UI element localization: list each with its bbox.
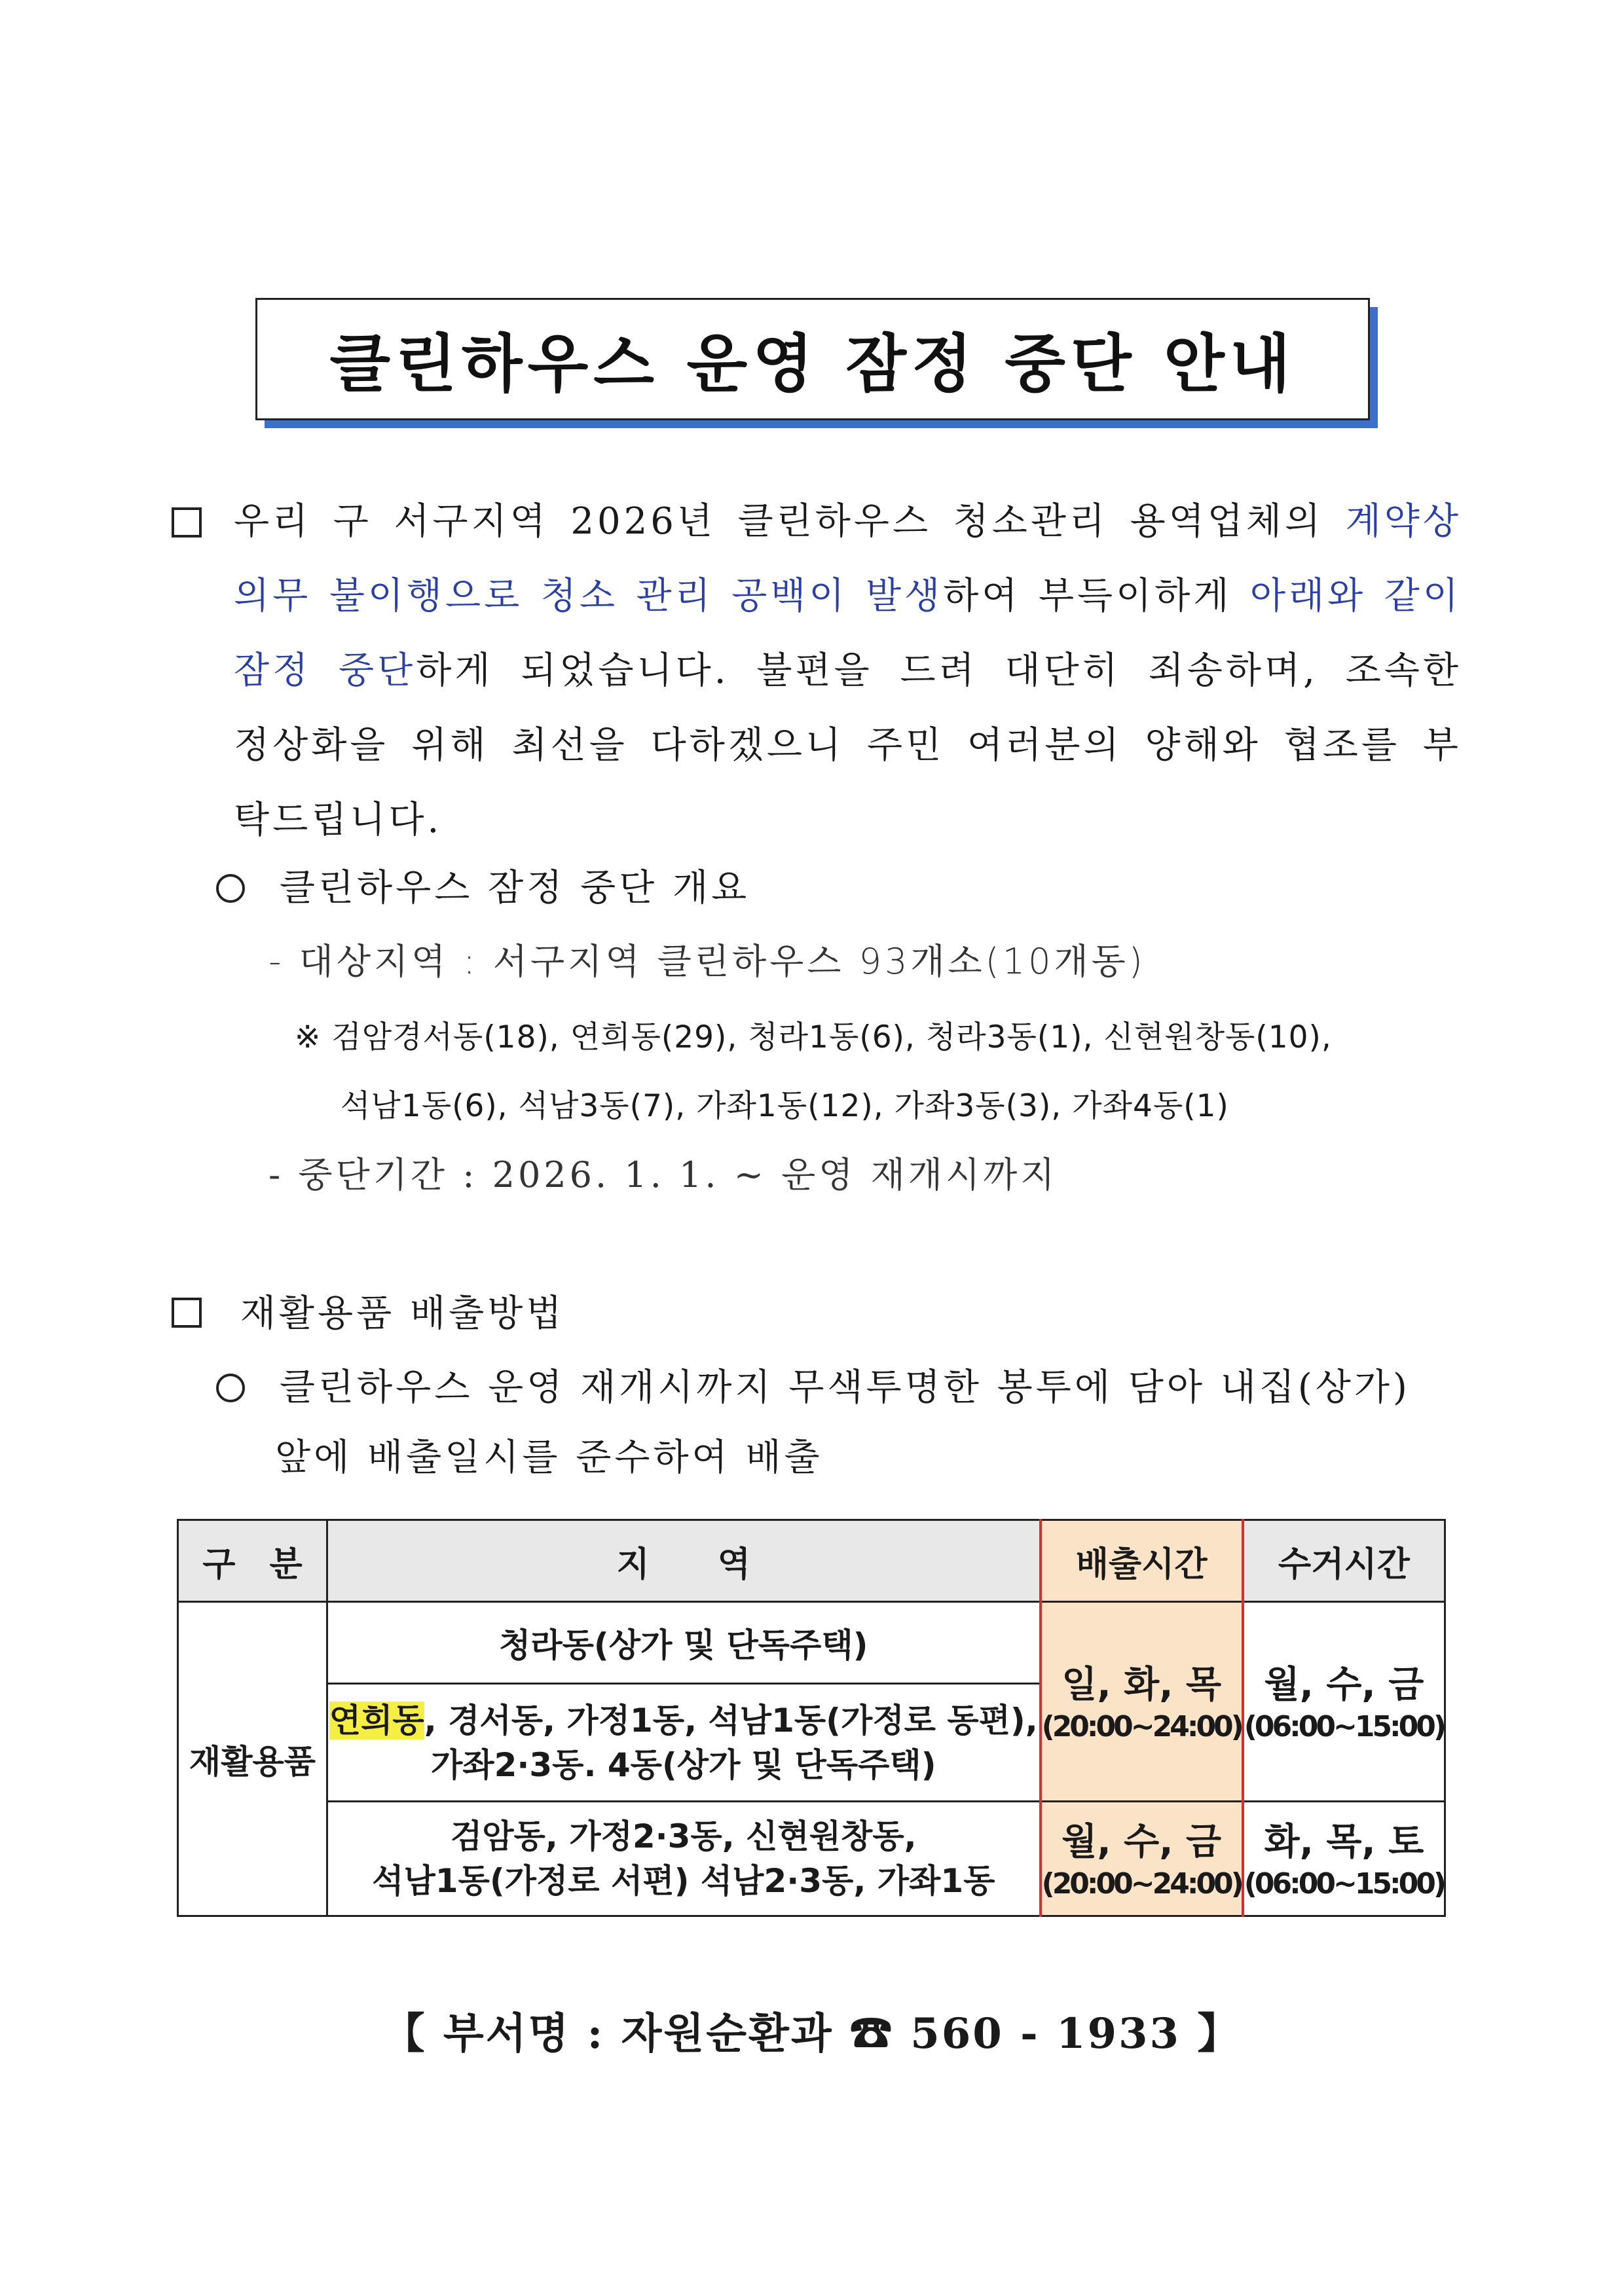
- notice-segment: 하게 되었습니다. 불편을 드려 대단히 죄송하며, 조속한: [416, 649, 1462, 692]
- collection-hours-2: (06:00~15:00): [1244, 1867, 1444, 1901]
- notice-segment: 우리 구 서구지역 2026년 클린하우스 청소관리 용역업체의: [234, 500, 1346, 543]
- notice-segment: 잠정 중단: [234, 649, 416, 692]
- collection-time-cell-1: [1243, 1602, 1445, 1802]
- target-note-line2: 석남1동(6), 석남3동(7), 가좌1동(12), 가좌3동(3), 가좌4동(1): [341, 1088, 1229, 1124]
- disposal-sub-line2: 앞에 배출일시를 준수하여 배출: [275, 1436, 823, 1479]
- notice-line: [172, 559, 1462, 634]
- notice-segment: 하여 부득이하게: [943, 575, 1250, 617]
- suspension-period: - 중단기간 : 2026. 1. 1. ~ 운영 재개시까지: [268, 1154, 1058, 1195]
- notice-segment: 아래와 같이: [1249, 575, 1462, 617]
- category-cell: 재활용품: [178, 1602, 327, 1916]
- area-cell-3-line1: 검암동, 가정2·3동, 신현원창동,: [450, 1817, 917, 1855]
- area-cell-3-line2: 석남1동(가정로 서편) 석남2·3동, 가좌1동: [372, 1862, 995, 1900]
- disposal-sub-line1: 클린하우스 운영 재개시까지 무색투명한 봉투에 담아 내집(상가): [279, 1366, 1411, 1409]
- disposal-hours-2: (20:00~24:00): [1041, 1867, 1242, 1901]
- disposal-heading-row: [172, 1277, 564, 1351]
- header-category: 구 분: [178, 1520, 327, 1602]
- notice-line: [172, 708, 1462, 783]
- target-note-line1: ※ 검암경서동(18), 연희동(29), 청라1동(6), 청라3동(1), 신현원창동(10),: [295, 1019, 1332, 1055]
- title-box: [255, 298, 1370, 420]
- disposal-sub-row: [216, 1351, 1411, 1425]
- header-disposal-time: 배출시간: [1041, 1520, 1243, 1602]
- area-cell-3: [327, 1802, 1041, 1916]
- collection-hours-1: (06:00~15:00): [1244, 1709, 1444, 1743]
- area-cell-2-rest: , 경서동, 가정1동, 석남1동(가정로 동편),: [424, 1701, 1038, 1740]
- area-cell-1: 청라동(상가 및 단독주택): [327, 1602, 1041, 1684]
- overview-heading-row: [216, 851, 750, 926]
- disposal-time-cell-1: [1041, 1602, 1243, 1802]
- disposal-days-1: 일, 화, 목: [1061, 1663, 1222, 1706]
- notice-line: [172, 783, 1462, 858]
- disposal-heading: 재활용품 배출방법: [240, 1292, 565, 1335]
- checkbox-square-icon: [172, 1298, 202, 1328]
- disposal-time-cell-2: [1041, 1802, 1243, 1916]
- table-row: [178, 1602, 1445, 1684]
- disposal-days-2: 월, 수, 금: [1061, 1820, 1222, 1863]
- circle-bullet-icon: [216, 1374, 245, 1402]
- target-area: - 대상지역 : 서구지역 클린하우스 93개소(10개동): [268, 941, 1146, 982]
- area-cell-2-line2: 가좌2·3동. 4동(상가 및 단독주택): [430, 1745, 936, 1784]
- overview-heading: 클린하우스 잠정 중단 개요: [279, 867, 750, 909]
- highlighted-dong: 연희동: [329, 1701, 424, 1740]
- department-contact: 【 부서명 : 자원순환과 ☎ 560 - 1933 】: [382, 2009, 1242, 2058]
- notice-paragraph: [172, 484, 1462, 858]
- notice-line: [172, 484, 1462, 559]
- notice-segment: 탁드립니다.: [234, 799, 443, 841]
- header-collection-time: 수거시간: [1243, 1520, 1445, 1602]
- header-area: 지 역: [327, 1520, 1041, 1602]
- notice-segment: 정상화을 위해 최선을 다하겠으니 주민 여러분의 양해와 협조를 부: [234, 724, 1462, 767]
- notice-lines: [172, 484, 1462, 858]
- title-banner: [255, 298, 1369, 419]
- area-cell-2: [327, 1684, 1041, 1802]
- collection-time-cell-2: [1243, 1802, 1445, 1916]
- disposal-hours-1: (20:00~24:00): [1041, 1709, 1242, 1743]
- collection-days-1: 월, 수, 금: [1264, 1663, 1424, 1706]
- notice-segment: 의무 불이행으로 청소 관리 공백이 발생: [234, 575, 944, 617]
- schedule-table: [177, 1519, 1446, 1917]
- circle-bullet-icon: [216, 874, 245, 903]
- table-row: [178, 1802, 1445, 1916]
- collection-days-2: 화, 목, 토: [1264, 1820, 1424, 1863]
- notice-segment: 계약상: [1345, 500, 1462, 543]
- page-title: 클린하우스 운영 잠정 중단 안내: [329, 327, 1296, 401]
- table-header-row: [178, 1520, 1445, 1602]
- notice-line: [172, 634, 1462, 708]
